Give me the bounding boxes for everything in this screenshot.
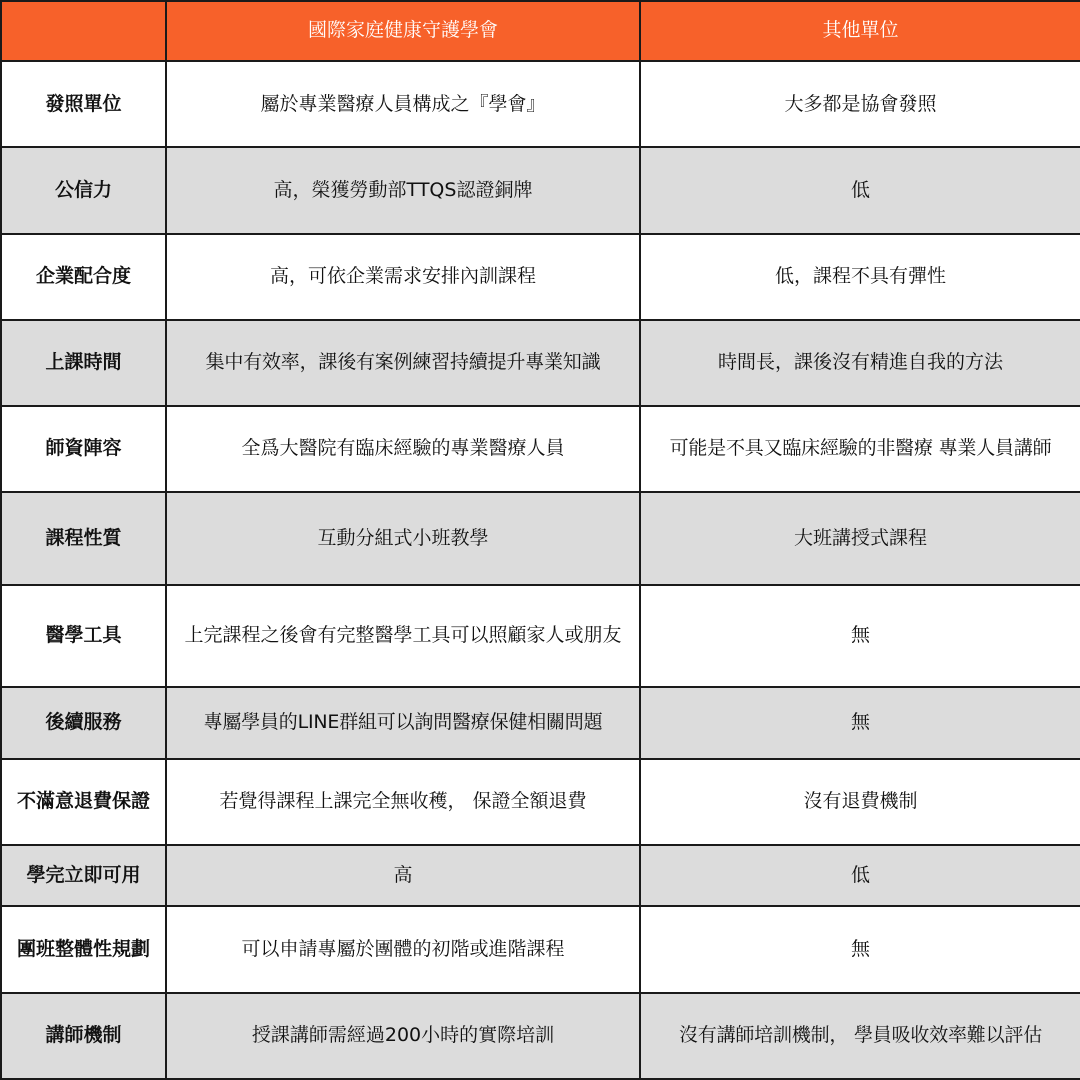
header-other-units: 其他單位 [640,1,1080,61]
row-label: 不滿意退費保證 [1,759,166,845]
table-row [1,687,1080,759]
table-row [1,993,1080,1079]
cell-others: 低 [640,147,1080,233]
row-label: 課程性質 [1,492,166,584]
row-label: 發照單位 [1,61,166,147]
table-row [1,320,1080,406]
row-label: 公信力 [1,147,166,233]
row-label: 醫學工具 [1,585,166,687]
row-label: 上課時間 [1,320,166,406]
cell-ours: 互動分組式小班教學 [166,492,640,584]
cell-ours: 高 [166,845,640,906]
table-row [1,759,1080,845]
header-empty-cell [1,1,166,61]
cell-others: 無 [640,906,1080,992]
cell-others: 大班講授式課程 [640,492,1080,584]
cell-ours: 屬於專業醫療人員構成之『學會』 [166,61,640,147]
table-header-row [1,1,1080,61]
table-row [1,492,1080,584]
cell-ours: 專屬學員的LINE群組可以詢問醫療保健相關問題 [166,687,640,759]
cell-ours: 上完課程之後會有完整醫學工具可以照顧家人或朋友 [166,585,640,687]
row-label: 師資陣容 [1,406,166,492]
row-label: 企業配合度 [1,234,166,320]
cell-others: 低，課程不具有彈性 [640,234,1080,320]
table-row [1,906,1080,992]
table-row [1,234,1080,320]
cell-ours: 高，榮獲勞動部TTQS認證銅牌 [166,147,640,233]
table-row [1,585,1080,687]
table-row [1,147,1080,233]
cell-ours: 若覺得課程上課完全無收穫， 保證全額退費 [166,759,640,845]
row-label: 學完立即可用 [1,845,166,906]
cell-others: 無 [640,585,1080,687]
table-row [1,61,1080,147]
header-our-association: 國際家庭健康守護學會 [166,1,640,61]
cell-others: 時間長，課後沒有精進自我的方法 [640,320,1080,406]
cell-ours: 高，可依企業需求安排內訓課程 [166,234,640,320]
cell-ours: 集中有效率，課後有案例練習持續提升專業知識 [166,320,640,406]
cell-others: 大多都是協會發照 [640,61,1080,147]
row-label: 後續服務 [1,687,166,759]
cell-others: 無 [640,687,1080,759]
row-label: 團班整體性規劃 [1,906,166,992]
cell-others: 沒有退費機制 [640,759,1080,845]
cell-others: 可能是不具又臨床經驗的非醫療 專業人員講師 [640,406,1080,492]
cell-ours: 授課講師需經過200小時的實際培訓 [166,993,640,1079]
cell-others: 低 [640,845,1080,906]
cell-others: 沒有講師培訓機制， 學員吸收效率難以評估 [640,993,1080,1079]
table-row [1,406,1080,492]
table-row [1,845,1080,906]
row-label: 講師機制 [1,993,166,1079]
cell-ours: 可以申請專屬於團體的初階或進階課程 [166,906,640,992]
cell-ours: 全爲大醫院有臨床經驗的專業醫療人員 [166,406,640,492]
